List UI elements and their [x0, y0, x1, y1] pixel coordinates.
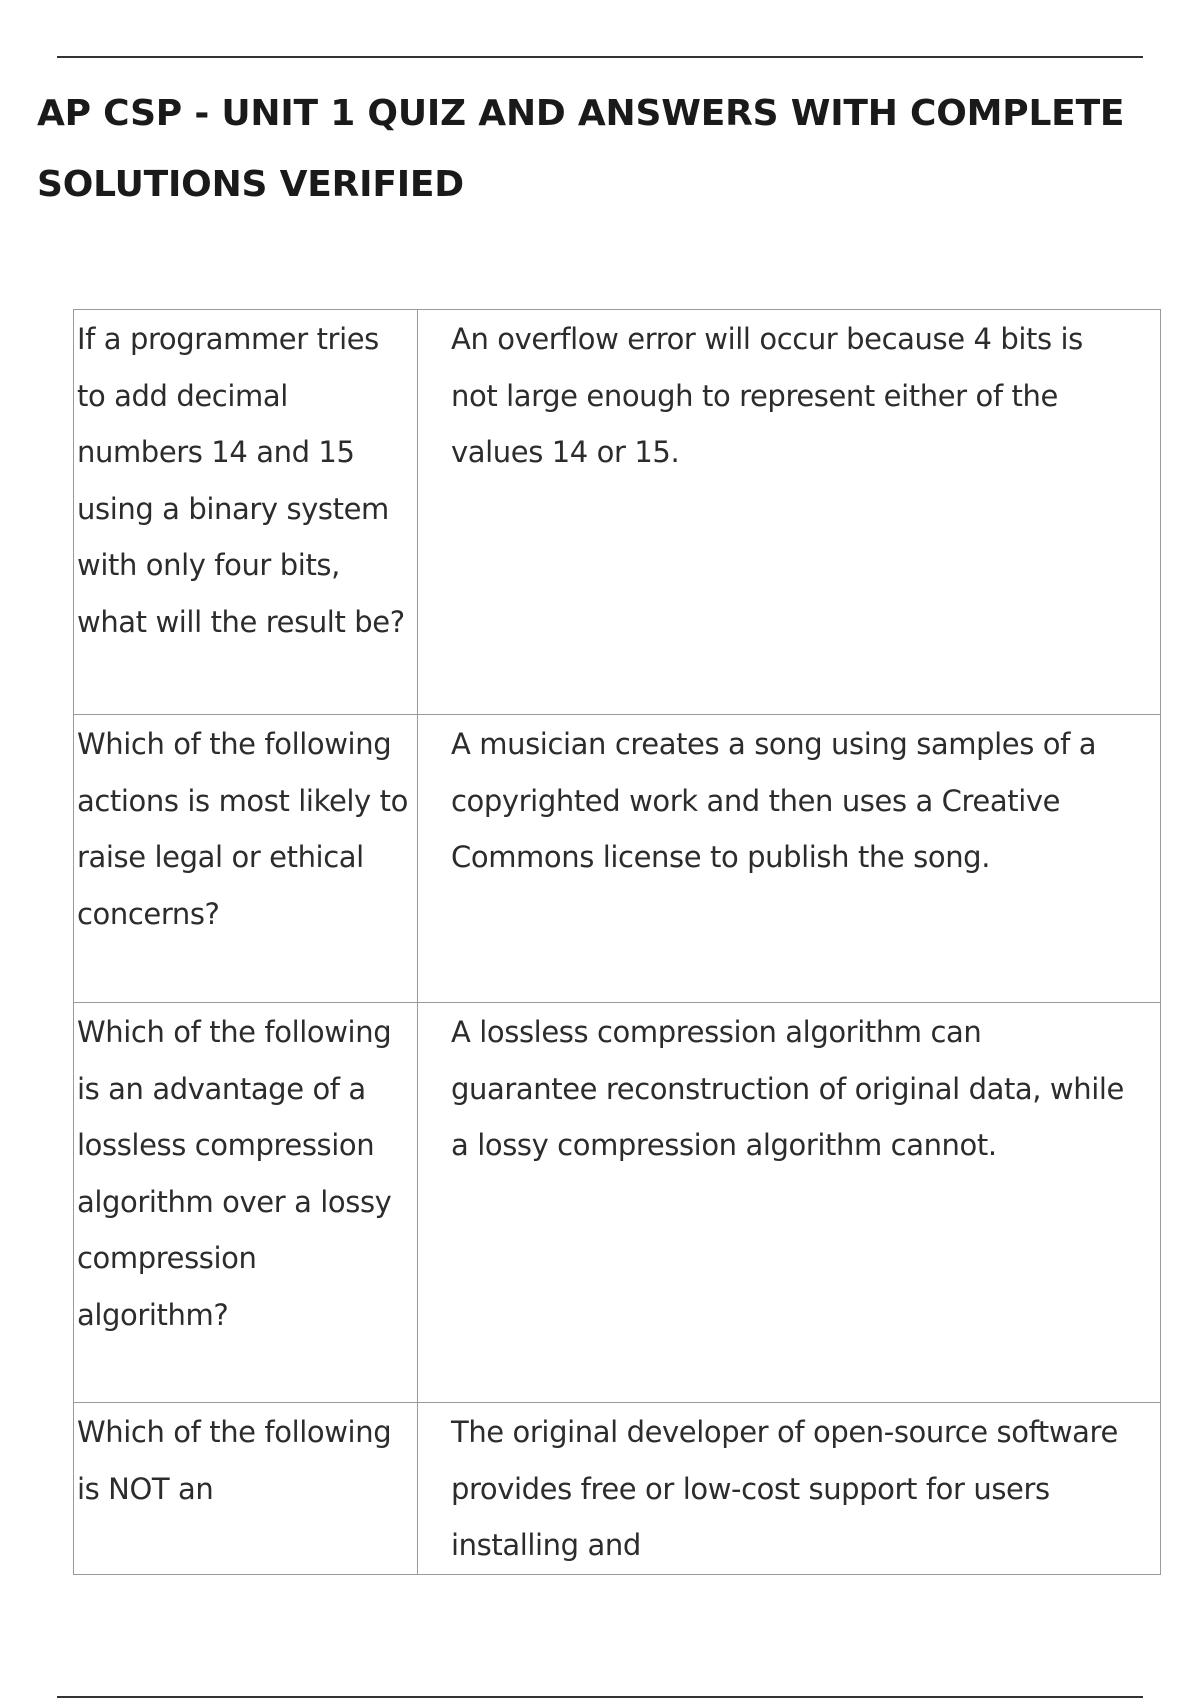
table-row	[74, 1003, 1161, 1403]
answer-text: The original developer of open-source software provides free or low-cost support for users installing and	[451, 1415, 1118, 1562]
question-text: Which of the following actions is most likely to raise legal or ethical concerns?	[77, 727, 408, 931]
table-row	[74, 1403, 1161, 1575]
question-text: Which of the following is an advantage of a lossless compression algorithm over a lossy compression algorithm?	[77, 1015, 392, 1332]
answer-cell	[418, 715, 1161, 1003]
answer-cell	[418, 310, 1161, 715]
header-rule	[57, 56, 1143, 58]
answer-cell	[418, 1403, 1161, 1575]
answer-text: An overflow error will occur because 4 bits is not large enough to represent either of the values 14 or 15.	[451, 322, 1083, 469]
qa-table	[73, 309, 1161, 1575]
answer-text: A lossless compression algorithm can guarantee reconstruction of original data, while a lossy compression algorithm cannot.	[451, 1015, 1124, 1162]
question-text: Which of the following is NOT an	[77, 1415, 392, 1506]
footer-rule	[57, 1696, 1143, 1698]
question-text: If a programmer tries to add decimal numbers 14 and 15 using a binary system with only four bits, what will the result be?	[77, 322, 405, 639]
table-row	[74, 715, 1161, 1003]
table-row	[74, 310, 1161, 715]
answer-text: A musician creates a song using samples of a copyrighted work and then uses a Creative Commons license to publish the song.	[451, 727, 1097, 874]
answer-cell	[418, 1003, 1161, 1403]
question-cell	[74, 1403, 418, 1575]
question-cell	[74, 310, 418, 715]
question-cell	[74, 1003, 418, 1403]
question-cell	[74, 715, 418, 1003]
page-title: AP CSP - UNIT 1 QUIZ AND ANSWERS WITH COMPLETE SOLUTIONS VERIFIED	[37, 93, 1125, 205]
